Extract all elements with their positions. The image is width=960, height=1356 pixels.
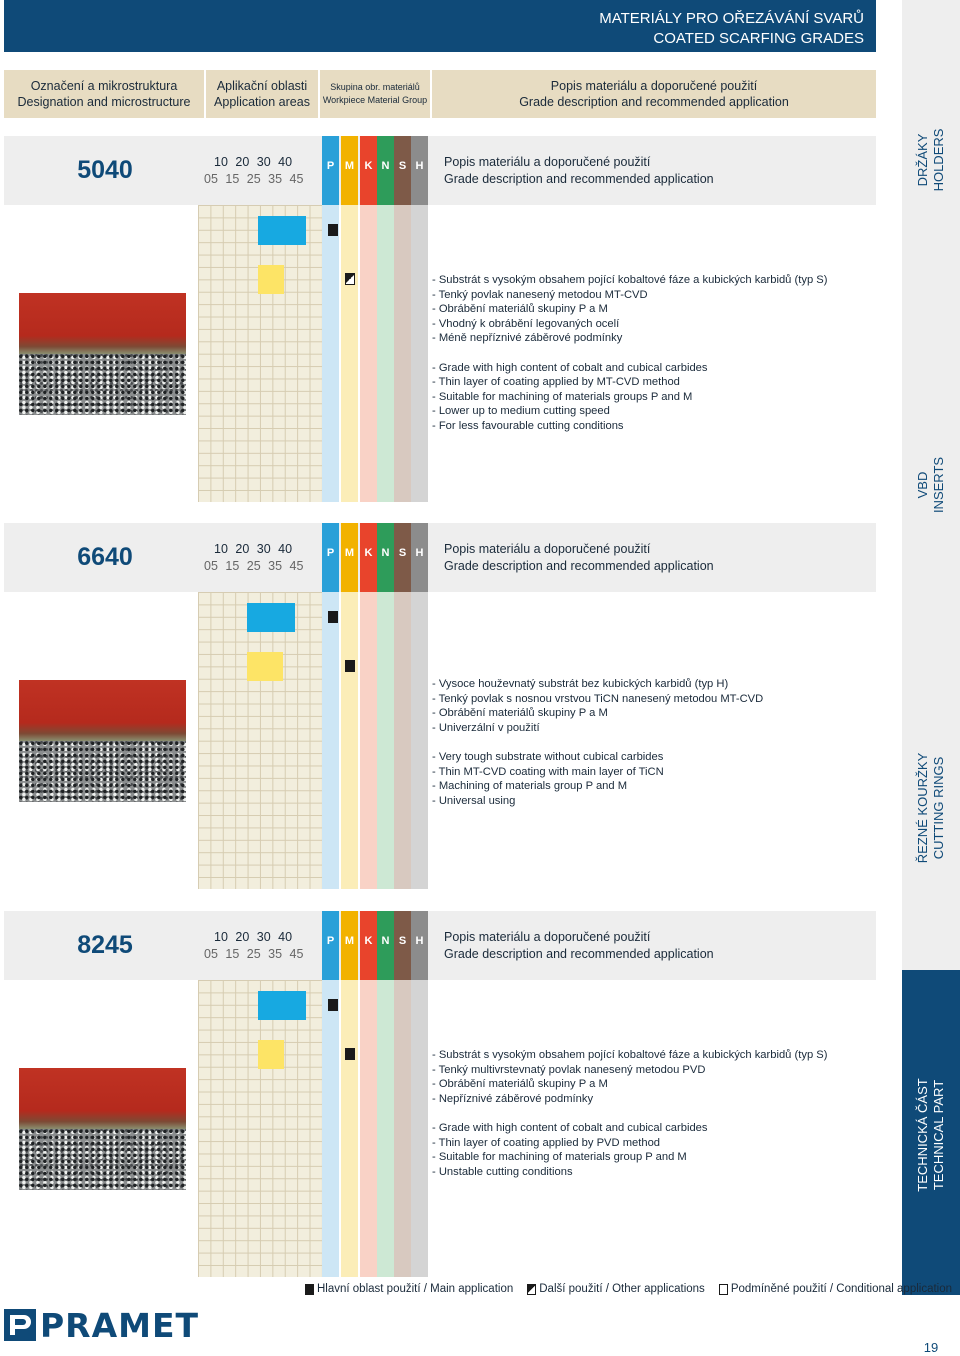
grade-description: [432, 677, 763, 808]
banner-title-cz: MATERIÁLY PRO OŘEZÁVÁNÍ SVARŮ: [599, 10, 864, 27]
group-column-m: [341, 523, 358, 889]
main-application-icon: [345, 660, 355, 672]
group-letter: S: [398, 935, 407, 947]
application-bar-m: [258, 1040, 284, 1069]
description-line-cz: - Nepříznivé záběrové podmínky: [432, 1092, 594, 1105]
sidebar-tab-technical[interactable]: TECHNICKÁ ČÁST TECHNICAL PART: [902, 970, 960, 1295]
description-line-en: - Thin layer of coating applied by MT-CVD method: [432, 376, 680, 389]
group-letter: S: [398, 547, 407, 559]
description-line-en: - Suitable for machining of materials groups P and M: [432, 390, 693, 403]
group-letter: K: [364, 547, 373, 559]
other-application-icon: [527, 1284, 536, 1295]
application-bar-m: [247, 652, 283, 681]
description-line-cz: - Tenký multivrstevnatý povlak nanesený metodou PVD: [432, 1063, 706, 1076]
description-line-cz: - Univerzální v použití: [432, 721, 540, 734]
group-column-h: [411, 136, 428, 502]
sidebar-tab-holders[interactable]: DRŽÁKY HOLDERS: [902, 0, 960, 315]
application-grid: [198, 592, 322, 889]
microstructure-image: [19, 1068, 186, 1190]
group-letter: N: [381, 547, 390, 559]
grade-section-6640: [0, 523, 880, 889]
page-banner: [4, 0, 876, 52]
group-letter: P: [326, 935, 335, 947]
group-letter: M: [344, 935, 355, 947]
other-application-icon: [345, 273, 355, 285]
application-bar-p: [258, 991, 306, 1020]
group-letter: H: [415, 547, 424, 559]
grade-description: [432, 273, 827, 434]
main-application-icon: [305, 1284, 314, 1295]
pramet-logo-icon: [4, 1309, 36, 1341]
group-letter: N: [381, 160, 390, 172]
scale-bottom: 05 15 25 35 45: [204, 947, 304, 961]
description-line-en: - Universal using: [432, 794, 516, 807]
legend-main: Hlavní oblast použití / Main application: [305, 1283, 513, 1295]
description-line-cz: - Méně nepříznivé záběrové podmínky: [432, 332, 623, 345]
sidebar-tab-inserts[interactable]: VBD INSERTS: [902, 315, 960, 633]
page-number: 19: [923, 1340, 939, 1355]
conditional-application-icon: [719, 1284, 728, 1295]
scale-bottom: 05 15 25 35 45: [204, 172, 304, 186]
main-application-icon: [345, 1048, 355, 1060]
description-line-cz: - Obrábění materiálů skupiny P a M: [432, 303, 608, 316]
group-column-k: [360, 136, 377, 502]
group-column-h: [411, 911, 428, 1277]
grade-description-header: Popis materiálu a doporučené použití Grade description and recommended application: [444, 542, 714, 573]
group-letter: H: [415, 935, 424, 947]
logo-wordmark: PRAMET: [40, 1305, 200, 1345]
group-column-s: [394, 911, 411, 1277]
legend: [305, 1283, 952, 1295]
main-application-icon: [328, 611, 338, 623]
description-line-en: - Machining of materials group P and M: [432, 780, 628, 793]
scale-top: 10 20 30 40: [214, 155, 293, 169]
scale-bottom: 05 15 25 35 45: [204, 559, 304, 573]
grade-description-header: Popis materiálu a doporučené použití Grade description and recommended application: [444, 930, 714, 961]
application-grid: [198, 205, 322, 502]
group-column-p: [322, 911, 339, 1277]
description-line-cz: - Substrát s vysokým obsahem pojící kobaltové fáze a kubických karbidů (typ S): [432, 274, 828, 286]
application-bar-p: [247, 603, 295, 632]
application-scale: [198, 541, 322, 575]
group-column-p: [322, 523, 339, 889]
description-line-en: - Very tough substrate without cubical carbides: [432, 750, 664, 763]
grade-code: 5040: [77, 156, 133, 184]
sidebar-tab-rings[interactable]: ŘEZNÉ KOURŽKY CUTTING RINGS: [902, 633, 960, 970]
group-column-k: [360, 523, 377, 889]
application-scale: [198, 154, 322, 188]
description-line-en: - For less favourable cutting conditions: [432, 419, 624, 432]
description-line-en: - Lower up to medium cutting speed: [432, 405, 610, 418]
group-letter: K: [364, 160, 373, 172]
header-group: Skupina obr. materiálů Workpiece Material Group: [320, 70, 430, 118]
group-letter: K: [364, 935, 373, 947]
scale-top: 10 20 30 40: [214, 930, 293, 944]
group-column-m: [341, 911, 358, 1277]
application-bar-m: [258, 265, 284, 294]
main-application-icon: [328, 999, 338, 1011]
pramet-logo: [4, 1307, 199, 1343]
group-column-m: [341, 136, 358, 502]
description-line-en: - Unstable cutting conditions: [432, 1165, 573, 1178]
group-letter: S: [398, 160, 407, 172]
group-column-n: [377, 911, 394, 1277]
grade-code: 8245: [77, 931, 133, 959]
group-column-n: [377, 136, 394, 502]
description-line-cz: - Obrábění materiálů skupiny P a M: [432, 1078, 608, 1091]
group-column-h: [411, 523, 428, 889]
application-scale: [198, 929, 322, 963]
application-grid: [198, 980, 322, 1277]
header-designation: Označení a mikrostruktura Designation and microstructure: [4, 70, 204, 118]
grade-description-header: Popis materiálu a doporučené použití Grade description and recommended application: [444, 155, 714, 186]
group-letter: N: [381, 935, 390, 947]
group-column-p: [322, 136, 339, 502]
grade-code: 6640: [77, 543, 133, 571]
description-line-en: - Grade with high content of cobalt and cubical carbides: [432, 361, 708, 374]
description-line-cz: - Tenký povlak nanesený metodou MT-CVD: [432, 288, 648, 301]
main-application-icon: [328, 224, 338, 236]
scale-top: 10 20 30 40: [214, 542, 293, 556]
grade-section-5040: [0, 136, 880, 502]
description-line-cz: - Vhodný k obrábění legovaných ocelí: [432, 317, 620, 330]
description-line-en: - Thin MT-CVD coating with main layer of TiCN: [432, 765, 664, 778]
header-areas: Aplikační oblasti Application areas: [206, 70, 318, 118]
group-column-n: [377, 523, 394, 889]
banner-title-en: COATED SCARFING GRADES: [653, 30, 864, 47]
description-line-cz: - Obrábění materiálů skupiny P a M: [432, 707, 608, 720]
description-line-en: - Grade with high content of cobalt and cubical carbides: [432, 1121, 708, 1134]
group-column-s: [394, 136, 411, 502]
group-letter: P: [326, 547, 335, 559]
grade-description: [432, 1048, 827, 1179]
microstructure-image: [19, 680, 186, 802]
legend-other: Další použití / Other applications: [527, 1283, 705, 1295]
group-letter: H: [415, 160, 424, 172]
application-bar-p: [258, 216, 306, 245]
group-column-k: [360, 911, 377, 1277]
description-line-cz: - Tenký povlak s nosnou vrstvou TiCN nanesený metodou MT-CVD: [432, 692, 764, 705]
description-line-cz: - Vysoce houževnatý substrát bez kubických karbidů (typ H): [432, 678, 729, 690]
group-letter: M: [344, 547, 355, 559]
group-letter: M: [344, 160, 355, 172]
group-column-s: [394, 523, 411, 889]
group-letter: P: [326, 160, 335, 172]
description-line-en: - Suitable for machining of materials group P and M: [432, 1151, 687, 1164]
description-line-cz: - Substrát s vysokým obsahem pojící kobaltové fáze a kubických karbidů (typ S): [432, 1049, 828, 1061]
description-line-en: - Thin layer of coating applied by PVD method: [432, 1136, 661, 1149]
header-description: Popis materiálu a doporučené použití Grade description and recommended application: [432, 70, 876, 118]
microstructure-image: [19, 293, 186, 415]
legend-conditional: Podmíněné použití / Conditional application: [719, 1283, 952, 1295]
grade-section-8245: [0, 911, 880, 1277]
